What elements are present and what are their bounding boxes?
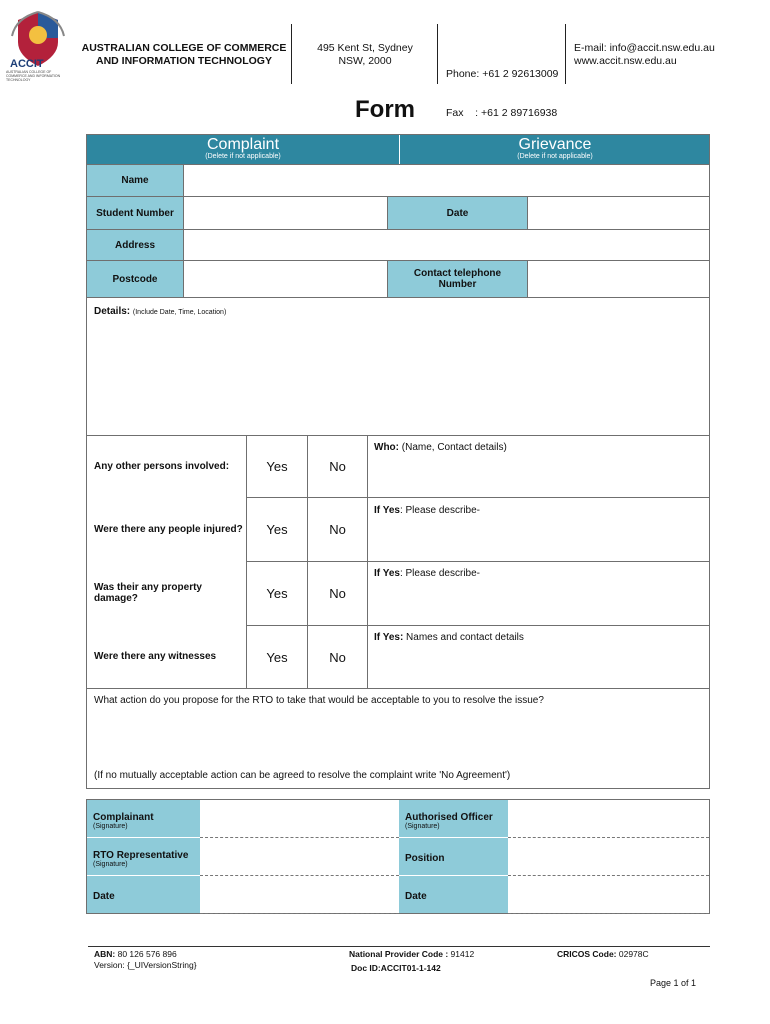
name-label: Name: [86, 164, 184, 197]
date-field[interactable]: [527, 196, 710, 230]
address-field[interactable]: [183, 229, 710, 261]
complaint-option[interactable]: Complaint (Delete if not applicable): [205, 136, 281, 160]
yes-option[interactable]: Yes: [246, 625, 308, 689]
footer-provider: National Provider Code : 91412: [349, 949, 475, 959]
student-number-field[interactable]: [183, 196, 388, 230]
date-field-right[interactable]: [508, 876, 709, 914]
position-label: Position: [399, 838, 508, 875]
phone-fax: Phone: +61 2 92613009 Fax : +61 2 89716938: [446, 68, 559, 119]
question-label: Any other persons involved:: [94, 461, 230, 472]
yes-option[interactable]: Yes: [246, 497, 308, 562]
date-label: Date: [387, 196, 528, 230]
no-option[interactable]: No: [307, 561, 368, 626]
answer-field[interactable]: Who: (Name, Contact details): [367, 435, 710, 498]
complainant-label: Complainant (Signature): [87, 800, 200, 837]
divider: [291, 24, 292, 84]
email-web: E-mail: info@accit.nsw.edu.au www.accit.nsw.edu.au: [574, 42, 715, 67]
rto-representative-signature-field[interactable]: [200, 838, 399, 876]
divider: [437, 24, 438, 84]
divider: [565, 24, 566, 84]
yes-option[interactable]: Yes: [246, 561, 308, 626]
contact-phone-field[interactable]: [527, 260, 710, 298]
rto-representative-label: RTO Representative (Signature): [87, 838, 200, 875]
answer-field[interactable]: If Yes: Please describe-: [367, 561, 710, 626]
authorised-officer-label: Authorised Officer (Signature): [399, 800, 508, 837]
details-hint: (Include Date, Time, Location): [132, 309, 227, 316]
no-option[interactable]: No: [307, 497, 368, 562]
question-label: Were there any people injured?: [94, 524, 243, 535]
details-field[interactable]: [86, 297, 710, 436]
proposed-action-field[interactable]: [86, 688, 710, 789]
logo-text: ACCIT: [10, 58, 44, 70]
page-number: Page 1 of 1: [649, 978, 696, 988]
answer-field[interactable]: If Yes: Names and contact details: [367, 625, 710, 689]
action-question: What action do you propose for the RTO to take that would be acceptable to you to resolve the issue?: [94, 695, 544, 706]
footer-abn: ABN: 80 126 576 896 Version: {_UIVersionString}: [94, 949, 197, 970]
contact-phone-label: Contact telephone Number: [387, 260, 528, 298]
authorised-officer-signature-field[interactable]: [508, 800, 709, 838]
logo-subtext: AUSTRALIAN COLLEGE OF COMMERCE AND INFORMATION TECHNOLOGY: [6, 70, 61, 82]
answer-field[interactable]: If Yes: Please describe-: [367, 497, 710, 562]
date-label-right: Date: [399, 876, 508, 913]
date-field-left[interactable]: [200, 876, 399, 914]
grievance-option[interactable]: Grievance (Delete if not applicable): [517, 136, 593, 160]
action-note: (If no mutually acceptable action can be agreed to resolve the complaint write 'No Agreement'): [94, 770, 511, 781]
question-label: Were there any witnesses: [94, 650, 217, 662]
address: 495 Kent St, Sydney NSW, 2000: [317, 42, 413, 67]
question-label: Was their any property damage?: [94, 582, 202, 604]
postcode-label: Postcode: [86, 260, 184, 298]
date-label-left: Date: [87, 876, 200, 913]
position-field[interactable]: [508, 838, 709, 876]
college-name: AUSTRALIAN COLLEGE OF COMMERCE AND INFORMATION TECHNOLOGY: [81, 42, 287, 67]
details-label: Details:: [94, 306, 131, 317]
type-bar: [86, 134, 710, 165]
name-field[interactable]: [183, 164, 710, 197]
yes-option[interactable]: Yes: [246, 435, 308, 498]
footer-doc-id: Doc ID:ACCIT01-1-142: [351, 963, 441, 973]
no-option[interactable]: No: [307, 625, 368, 689]
no-option[interactable]: No: [307, 435, 368, 498]
form-title: Form: [355, 96, 415, 123]
student-number-label: Student Number: [86, 196, 184, 230]
postcode-field[interactable]: [183, 260, 388, 298]
address-label: Address: [86, 229, 184, 261]
complainant-signature-field[interactable]: [200, 800, 399, 838]
footer-cricos: CRICOS Code: 02978C: [557, 949, 649, 959]
footer-rule: [88, 946, 710, 947]
